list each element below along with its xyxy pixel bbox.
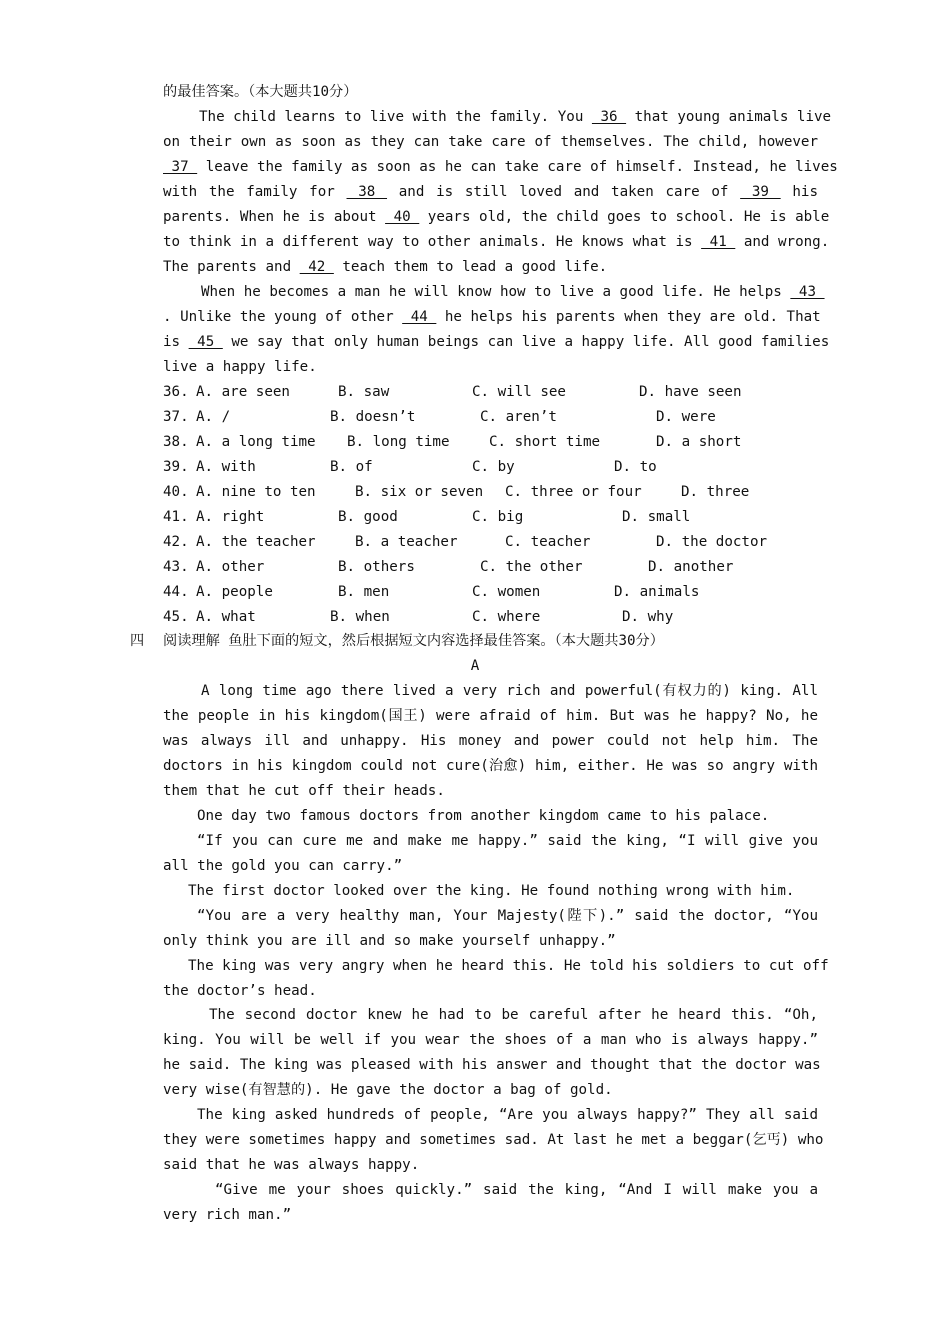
passage-line: The first doctor looked over the king. He found nothing wrong with him. xyxy=(188,883,795,899)
option-b[interactable]: B. of xyxy=(330,459,373,475)
blank-37[interactable]: 37 xyxy=(163,159,198,175)
option-b[interactable]: B. doesn’t xyxy=(330,409,416,425)
passage-line: The second doctor knew he had to be careful after he heard this. “Oh, xyxy=(209,1007,818,1023)
question-number: 40. xyxy=(163,484,189,500)
question-number: 45. xyxy=(163,609,189,625)
option-a[interactable]: A. other xyxy=(196,559,265,575)
cloze-line: The parents and 42 teach them to lead a good life. xyxy=(163,259,608,275)
cloze-line: with the family for 38 and is still loved and taken care of 39 his xyxy=(163,184,818,200)
option-d[interactable]: D. to xyxy=(614,459,657,475)
cloze-line: is 45 we say that only human beings can live a happy life. All good families xyxy=(163,334,830,350)
question-number: 37. xyxy=(163,409,189,425)
question-number: 36. xyxy=(163,384,189,400)
blank-41[interactable]: 41 xyxy=(701,234,736,250)
option-d[interactable]: D. why xyxy=(622,609,674,625)
option-d[interactable]: D. three xyxy=(681,484,750,500)
cloze-line: The child learns to live with the family. You 36 that young animals live xyxy=(199,109,832,125)
option-d[interactable]: D. animals xyxy=(614,584,700,600)
passage-line: all the gold you can carry.” xyxy=(163,858,403,874)
passage-line: king. You will be well if you wear the shoes of a man who is always happy.” xyxy=(163,1032,818,1048)
cloze-line: . Unlike the young of other 44 he helps his parents when they are old. That xyxy=(163,309,821,325)
option-a[interactable]: A. what xyxy=(196,609,256,625)
passage-line: was always ill and unhappy. His money and power could not help him. The xyxy=(163,733,818,749)
question-number: 42. xyxy=(163,534,189,550)
option-c[interactable]: C. aren’t xyxy=(480,409,557,425)
passage-line: The king was very angry when he heard this. He told his soldiers to cut off xyxy=(188,958,829,974)
blank-36[interactable]: 36 xyxy=(591,109,627,125)
option-d[interactable]: D. a short xyxy=(656,434,742,450)
passage-line: the people in his kingdom(国王) were afraid of him. But was he happy? No, he xyxy=(163,708,818,724)
passage-line: the doctor’s head. xyxy=(163,983,317,999)
option-b[interactable]: B. six or seven xyxy=(355,484,484,500)
question-number: 43. xyxy=(163,559,189,575)
option-b[interactable]: B. when xyxy=(330,609,390,625)
section-number: 四 xyxy=(130,633,145,649)
blank-40[interactable]: 40 xyxy=(385,209,420,225)
blank-45[interactable]: 45 xyxy=(188,334,223,350)
option-a[interactable]: A. / xyxy=(196,409,231,425)
option-a[interactable]: A. right xyxy=(196,509,265,525)
option-b[interactable]: B. a teacher xyxy=(355,534,458,550)
cloze-line: on their own as soon as they can take care of themselves. The child, however xyxy=(163,134,818,150)
option-d[interactable]: D. have seen xyxy=(639,384,742,400)
passage-line: The king asked hundreds of people, “Are you always happy?” They all said xyxy=(197,1107,818,1123)
cloze-line: to think in a different way to other animals. He knows what is 41 and wrong. xyxy=(163,234,830,250)
passage-label: A xyxy=(470,658,480,674)
cloze-line: parents. When he is about 40 years old, the child goes to school. He is able xyxy=(163,209,830,225)
blank-38[interactable]: 38 xyxy=(346,184,388,200)
option-b[interactable]: B. others xyxy=(338,559,415,575)
blank-43[interactable]: 43 xyxy=(790,284,825,300)
question-number: 41. xyxy=(163,509,189,525)
cloze-heading: 的最佳答案。（本大题共10分） xyxy=(163,84,358,100)
option-b[interactable]: B. long time xyxy=(347,434,450,450)
option-b[interactable]: B. saw xyxy=(338,384,390,400)
option-d[interactable]: D. the doctor xyxy=(656,534,768,550)
cloze-line: live a happy life. xyxy=(163,359,317,375)
cloze-line: When he becomes a man he will know how to live a good life. He helps 43 xyxy=(201,284,825,300)
option-a[interactable]: A. with xyxy=(196,459,256,475)
question-number: 38. xyxy=(163,434,189,450)
option-c[interactable]: C. by xyxy=(472,459,515,475)
question-number: 39. xyxy=(163,459,189,475)
passage-line: A long time ago there lived a very rich and powerful(有权力的) king. All xyxy=(201,683,818,699)
option-d[interactable]: D. another xyxy=(648,559,734,575)
blank-39[interactable]: 39 xyxy=(740,184,781,200)
passage-line: he said. The king was pleased with his answer and thought that the doctor was xyxy=(163,1057,821,1073)
question-number: 44. xyxy=(163,584,189,600)
passage-line: them that he cut off their heads. xyxy=(163,783,445,799)
blank-42[interactable]: 42 xyxy=(299,259,334,275)
passage-line: they were sometimes happy and sometimes sad. At last he met a beggar(乞丐) who xyxy=(163,1132,824,1148)
passage-line: very rich man.” xyxy=(163,1207,292,1223)
passage-line: only think you are ill and so make yourself unhappy.” xyxy=(163,933,616,949)
option-c[interactable]: C. where xyxy=(472,609,541,625)
cloze-line: 37 leave the family as soon as he can take care of himself. Instead, he lives xyxy=(163,159,838,175)
option-d[interactable]: D. small xyxy=(622,509,691,525)
blank-44[interactable]: 44 xyxy=(402,309,437,325)
passage-line: very wise(有智慧的). He gave the doctor a bag of gold. xyxy=(163,1082,613,1098)
section-title: 阅读理解 鱼肚下面的短文，然后根据短文内容选择最佳答案。（本大题共30分） xyxy=(163,633,664,649)
passage-line: “Give me your shoes quickly.” said the king, “And I will make you a xyxy=(215,1182,818,1198)
passage-line: doctors in his kingdom could not cure(治愈) him, either. He was so angry with xyxy=(163,758,818,774)
passage-line: said that he was always happy. xyxy=(163,1157,420,1173)
option-c[interactable]: C. three or four xyxy=(505,484,642,500)
option-c[interactable]: C. big xyxy=(472,509,524,525)
option-b[interactable]: B. good xyxy=(338,509,398,525)
passage-line: One day two famous doctors from another kingdom came to his palace. xyxy=(197,808,770,824)
option-c[interactable]: C. teacher xyxy=(505,534,591,550)
option-c[interactable]: C. the other xyxy=(480,559,583,575)
option-c[interactable]: C. will see xyxy=(472,384,566,400)
option-a[interactable]: A. the teacher xyxy=(196,534,316,550)
option-d[interactable]: D. were xyxy=(656,409,716,425)
option-b[interactable]: B. men xyxy=(338,584,390,600)
option-c[interactable]: C. women xyxy=(472,584,541,600)
option-a[interactable]: A. are seen xyxy=(196,384,290,400)
option-c[interactable]: C. short time xyxy=(489,434,601,450)
passage-line: “If you can cure me and make me happy.” said the king, “I will give you xyxy=(197,833,818,849)
option-a[interactable]: A. nine to ten xyxy=(196,484,316,500)
option-a[interactable]: A. people xyxy=(196,584,273,600)
passage-line: “You are a very healthy man, Your Majesty(陛下).” said the doctor, “You xyxy=(197,908,818,924)
option-a[interactable]: A. a long time xyxy=(196,434,316,450)
